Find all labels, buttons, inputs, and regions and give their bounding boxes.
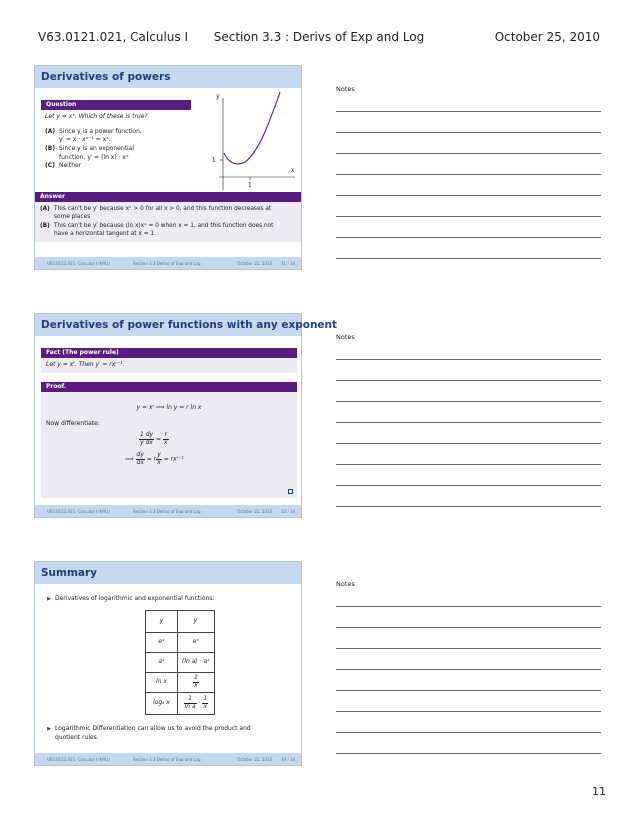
proof-block: [41, 382, 297, 498]
note-line: [336, 401, 601, 402]
slide-title: Summary: [35, 562, 301, 584]
proof-equation-2: $\frac{1 dy}{\text{y dx}}$ = $\frac{r}{x}$: [140, 431, 168, 446]
note-line: [336, 753, 601, 754]
graph-x-tick: 1: [248, 182, 252, 189]
note-line: [336, 506, 601, 507]
note-line: [336, 443, 601, 444]
qed-box-icon: [288, 489, 293, 494]
fact-head: Fact (The power rule): [41, 348, 297, 358]
slide-footer: V63.0121.021, Calculus I (NYU) Section 3.3 Derivs of Exp and Log October 25, 2010 34 / 34: [35, 753, 301, 765]
page-number: 11: [592, 785, 606, 798]
slide-summary: [34, 561, 302, 766]
question-content: [41, 110, 191, 174]
table-row: eˣ eˣ: [146, 633, 215, 653]
option-a: (A) Since y is a power function, y′ = x · xˣ⁻¹ = xˣ.: [45, 127, 142, 144]
derivatives-table: [145, 610, 215, 715]
note-line: [336, 174, 601, 175]
note-line: [336, 648, 601, 649]
fact-block: [41, 348, 297, 373]
answer-b: (B) This can't be y′ because (ln x)xˣ = 0 when x = 1, and this function does not have a horizontal tangent at x = 1.: [40, 222, 274, 238]
question-block: [41, 100, 191, 174]
header-section: Section 3.3 : Derivs of Exp and Log: [213, 30, 425, 44]
slide-footer: V63.0121.021, Calculus I (NYU) Section 3.3 Derivs of Exp and Log October 25, 2010 32 / 34: [35, 505, 301, 517]
note-line: [336, 711, 601, 712]
answer-a: (A) This can't be y′ because xˣ > 0 for all x > 0, and this function decreases at some places: [40, 206, 272, 221]
note-line: [336, 111, 601, 112]
note-line: [336, 380, 601, 381]
bullet-triangle-icon: ▶: [47, 596, 51, 602]
notes-area-2: [336, 333, 601, 523]
table-header-row: y y′: [146, 611, 215, 633]
notes-area-3: [336, 580, 601, 770]
answer-block: [35, 192, 301, 242]
slide-power-rule-any-exponent: [34, 313, 338, 518]
slide-body: [35, 336, 301, 506]
proof-equation-1: y = xʳ ⟹ ln y = r ln x: [136, 404, 202, 411]
proof-head: Proof.: [41, 382, 297, 392]
header-course: V63.0121.021, Calculus I: [38, 30, 188, 44]
proof-differentiate: Now differentiate:: [46, 420, 100, 427]
note-line: [336, 627, 601, 628]
answer-content: [35, 202, 301, 242]
question-text: Let y = xˣ. Which of these is true?: [45, 113, 148, 120]
note-line: [336, 258, 601, 259]
note-line: [336, 732, 601, 733]
note-line: [336, 464, 601, 465]
fact-text: Let y = xʳ. Then y′ = rxʳ⁻¹.: [41, 358, 297, 373]
note-line: [336, 422, 601, 423]
slide-title: Derivatives of power functions with any exponent: [35, 314, 301, 336]
note-line: [336, 669, 601, 670]
xx-function-graph: [209, 90, 299, 194]
slide-body: [35, 584, 301, 754]
note-line: [336, 606, 601, 607]
option-b: (B) Since y is an exponential function, y′ = (ln x) · xˣ: [45, 145, 134, 161]
notes-area-1: [336, 85, 601, 275]
table-row: ln x $\frac{1}{x}$: [146, 673, 215, 693]
note-line: [336, 132, 601, 133]
summary-bullet-1: ▶ Derivatives of logarithmic and exponential functions:: [43, 595, 215, 604]
answer-head: Answer: [35, 192, 301, 202]
proof-equation-3: ⟹ $\frac{dy}{dx}$ = r $\frac{y}{x}$ = rxʳ⁻¹: [125, 451, 184, 466]
note-line: [336, 237, 601, 238]
header-date: October 25, 2010: [494, 30, 600, 44]
bullet-triangle-icon: ▶: [47, 726, 51, 732]
note-line: [336, 153, 601, 154]
slide-title: Derivatives of powers: [35, 66, 301, 88]
table-row: aˣ (ln a) · aˣ: [146, 653, 215, 673]
notes-label: Notes: [336, 333, 355, 341]
slide-derivatives-of-powers: [34, 65, 302, 270]
table-row: logₐ x $\frac{1}{\text{ln a}}$ · $\frac{1}{x}$: [146, 693, 215, 715]
note-line: [336, 690, 601, 691]
curve-x-to-the-x: [224, 92, 280, 164]
page-header: [38, 30, 600, 46]
graph-y-label: y: [216, 93, 220, 100]
graph-x-label: x: [291, 167, 295, 174]
slide-footer: V63.0121.021, Calculus I (NYU) Section 3.3 Derivs of Exp and Log October 25, 2010 31 / 34: [35, 257, 301, 269]
proof-content: [41, 392, 297, 498]
notes-label: Notes: [336, 580, 355, 588]
note-line: [336, 359, 601, 360]
option-c: (C) Neither: [45, 162, 82, 170]
note-line: [336, 216, 601, 217]
question-head: Question: [41, 100, 191, 110]
notes-label: Notes: [336, 85, 355, 93]
note-line: [336, 485, 601, 486]
graph-y-tick: 1: [212, 157, 216, 164]
note-line: [336, 195, 601, 196]
slide-body: [35, 88, 301, 258]
summary-bullet-2: ▶ Logarithmic Differentiation can allow us to avoid the product and quotient rules.: [43, 725, 251, 742]
